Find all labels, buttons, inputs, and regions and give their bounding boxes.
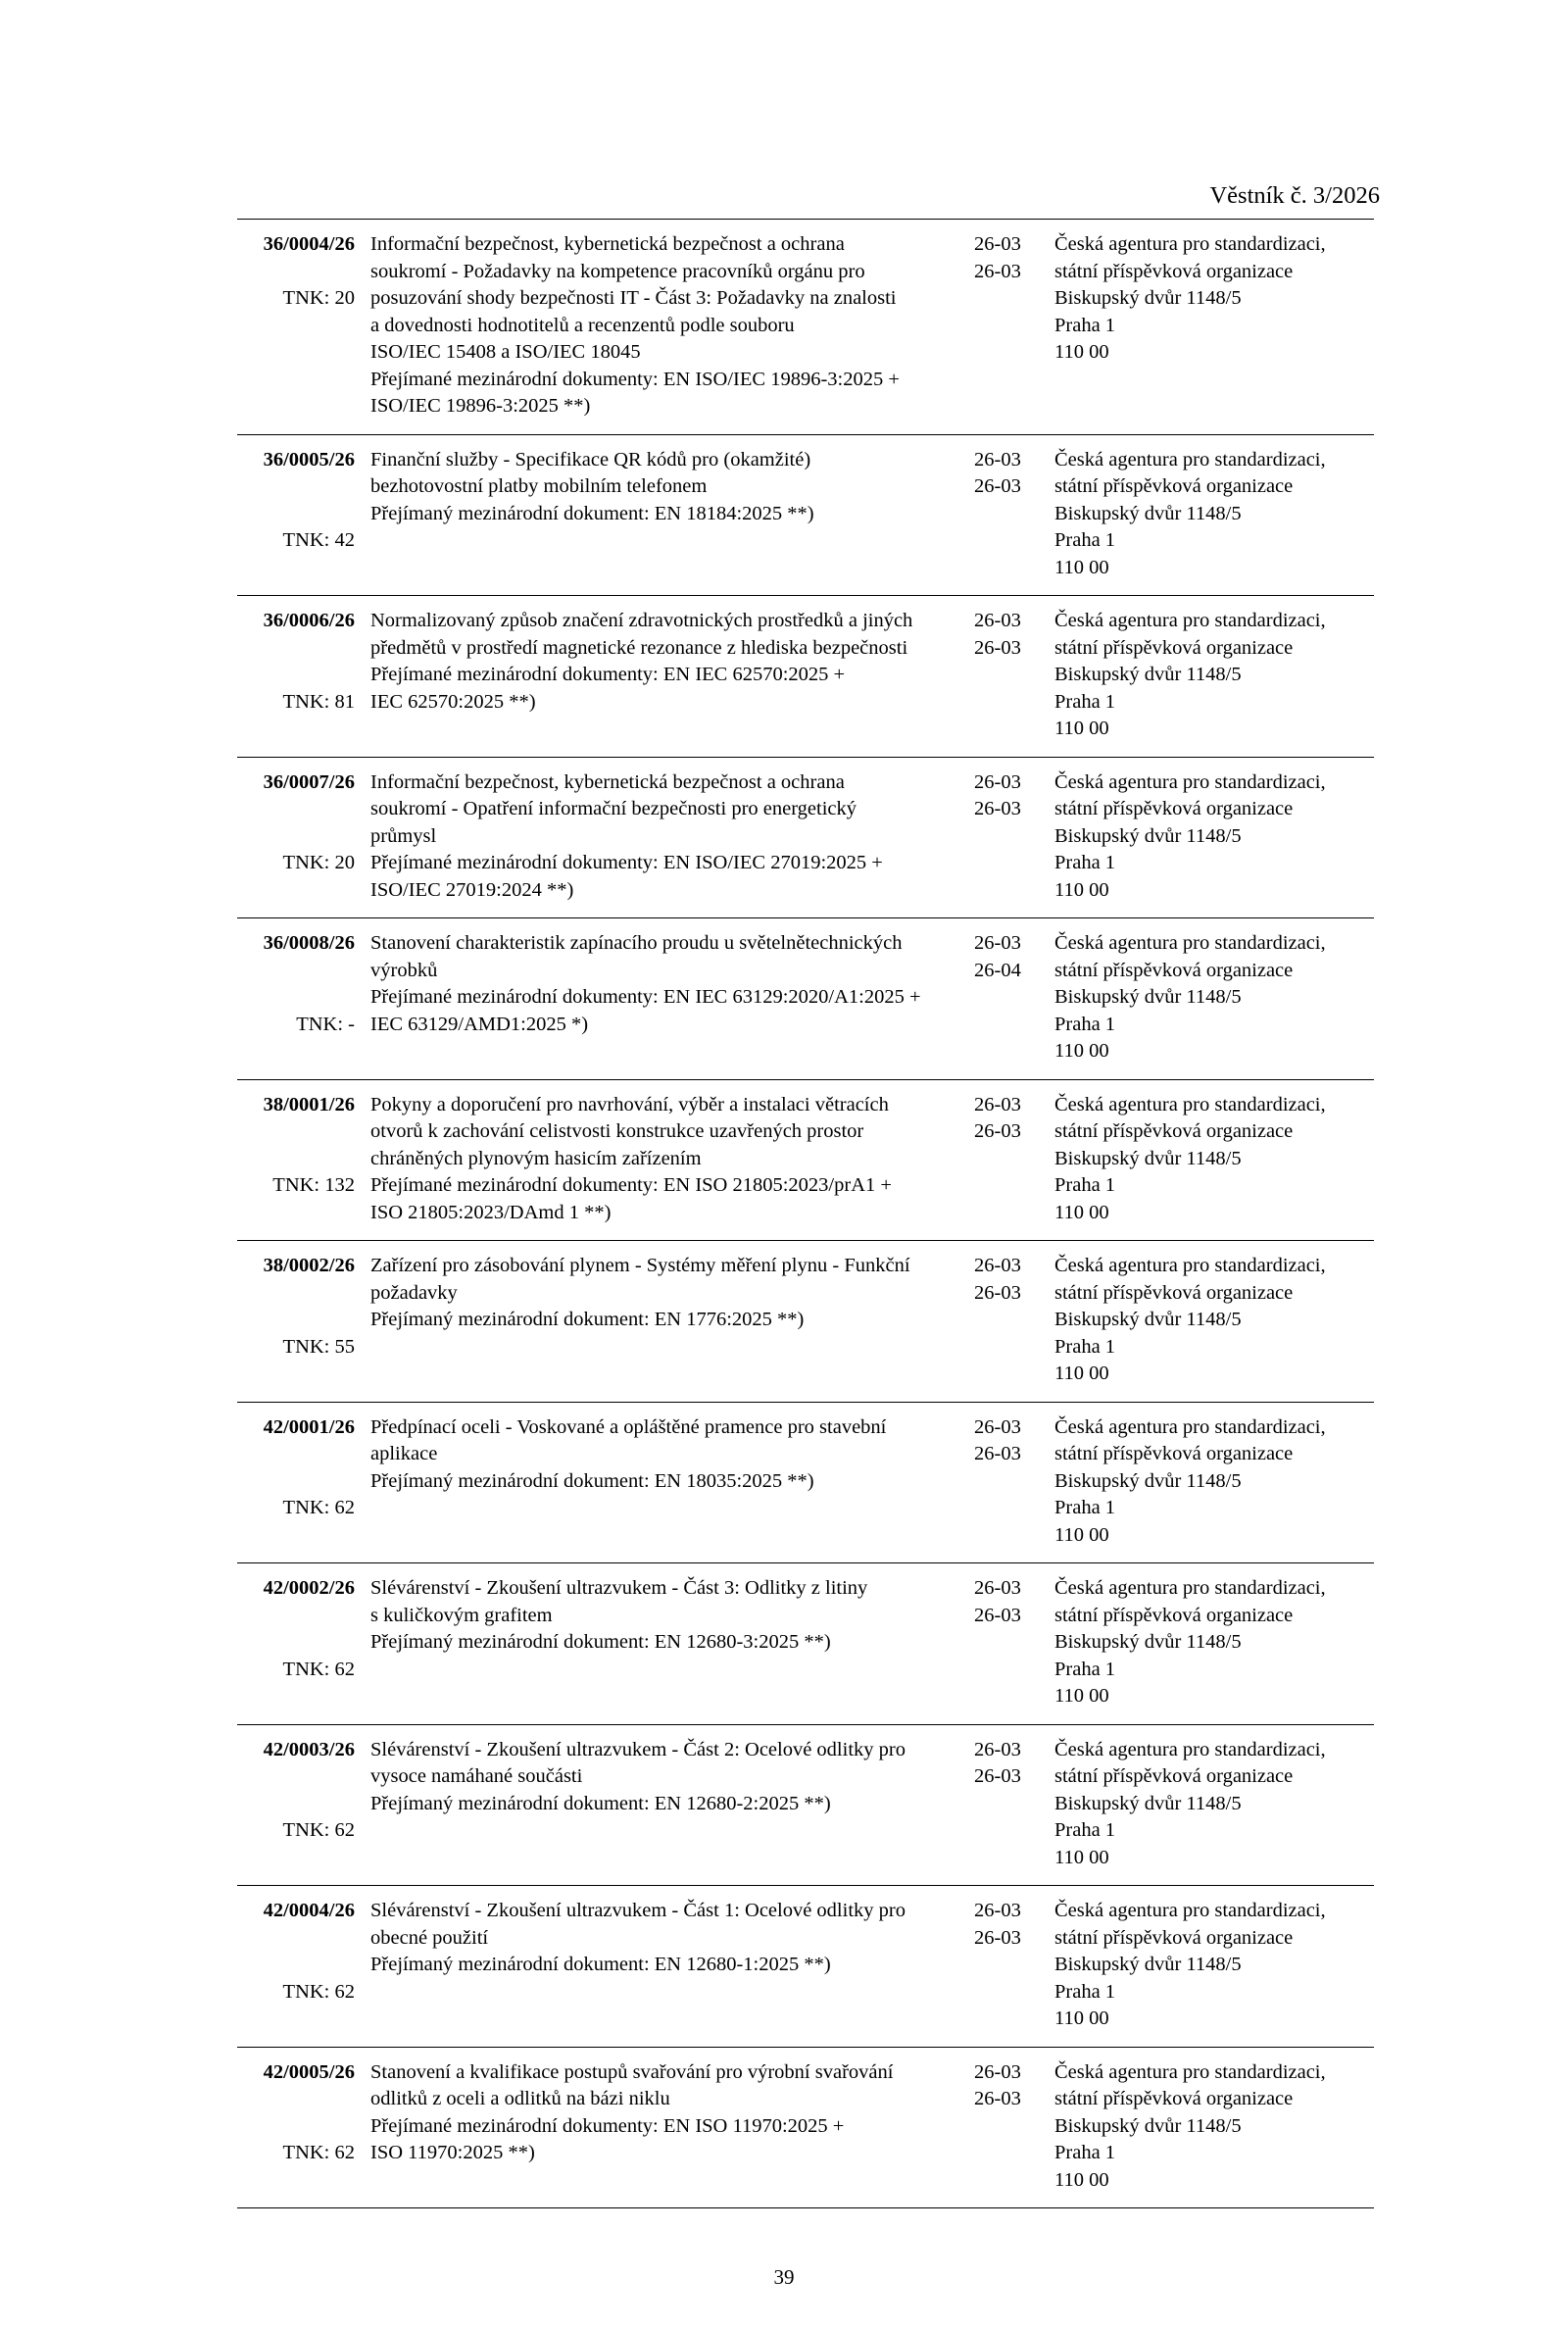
entry-description-line: soukromí - Opatření informační bezpečnosti pro energetický xyxy=(370,798,858,820)
entry-date: 26-03 xyxy=(974,2088,1021,2110)
entry-organization-line: 110 00 xyxy=(1054,1363,1109,1385)
entry-dates-cell xyxy=(974,434,1054,596)
entry-description-line: Přejímaný mezinárodní dokument: EN 18184:2025 **) xyxy=(370,502,814,524)
entry-date: 26-03 xyxy=(974,1926,1021,1949)
entry-code-cell xyxy=(237,220,370,434)
entry-code: 42/0003/26 xyxy=(263,1738,355,1760)
entry-organization-line: 110 00 xyxy=(1054,1201,1109,1223)
table-row xyxy=(237,2047,1374,2208)
spacer-line xyxy=(237,635,355,663)
entry-description-line: Stanovení charakteristik zapínacího proudu u světelnětechnických xyxy=(370,932,903,955)
entry-description-line: Slévárenství - Zkoušení ultrazvukem - Část 3: Odlitky z litiny xyxy=(370,1577,868,1600)
entry-organization-line: Praha 1 xyxy=(1054,1980,1116,2003)
entry-organization-line: 110 00 xyxy=(1054,878,1109,901)
entry-dates-cell xyxy=(974,1724,1054,1886)
entry-organization-cell xyxy=(1054,757,1374,918)
entry-description-cell xyxy=(370,2047,974,2208)
entry-code-cell xyxy=(237,2047,370,2208)
entry-organization-line: Česká agentura pro standardizaci, xyxy=(1054,2060,1326,2083)
table-row xyxy=(237,1724,1374,1886)
table-row xyxy=(237,596,1374,758)
entry-organization-line: Biskupský dvůr 1148/5 xyxy=(1054,2114,1242,2137)
entry-organization-line: Praha 1 xyxy=(1054,1497,1116,1519)
table-row xyxy=(237,1886,1374,2048)
entry-organization-line: státní příspěvková organizace xyxy=(1054,2088,1294,2110)
table-row xyxy=(237,220,1374,434)
divider-cell xyxy=(1054,2208,1374,2209)
entry-organization-line: 110 00 xyxy=(1054,2007,1109,2030)
entry-organization-cell xyxy=(1054,220,1374,434)
page-header xyxy=(176,181,1380,219)
entry-organization-cell xyxy=(1054,1079,1374,1241)
spacer-line xyxy=(237,2113,355,2141)
spacer-line xyxy=(237,1603,355,1630)
entry-date: 26-03 xyxy=(974,610,1021,632)
bulletin-title: Věstník č. 3/2026 xyxy=(1209,182,1380,209)
entry-date: 26-03 xyxy=(974,1443,1021,1465)
entry-organization-line: Praha 1 xyxy=(1054,1819,1116,1842)
entry-tnk: TNK: 62 xyxy=(282,1980,355,2003)
entry-tnk: TNK: 62 xyxy=(282,1658,355,1680)
divider-cell xyxy=(974,2208,1054,2209)
entry-description-line: Přejímaný mezinárodní dokument: EN 12680-3:2025 **) xyxy=(370,1631,831,1654)
entry-code-cell xyxy=(237,918,370,1080)
entry-description-line: aplikace xyxy=(370,1443,438,1465)
table-row xyxy=(237,1563,1374,1725)
spacer-line xyxy=(237,1146,355,1173)
table-row xyxy=(237,918,1374,1080)
spacer-line xyxy=(237,984,355,1012)
entry-description-line: a dovednosti hodnotitelů a recenzentů podle souboru xyxy=(370,314,795,336)
entry-description-line: ISO 11970:2025 **) xyxy=(370,2142,535,2164)
entry-organization-cell xyxy=(1054,918,1374,1080)
entry-description-line: ISO/IEC 19896-3:2025 **) xyxy=(370,395,591,418)
entry-organization-line: Biskupský dvůr 1148/5 xyxy=(1054,1792,1242,1814)
entry-date: 26-03 xyxy=(974,1120,1021,1143)
entry-description-line: chráněných plynovým hasicím zařízením xyxy=(370,1147,702,1169)
entry-tnk: TNK: 62 xyxy=(282,2142,355,2164)
entry-tnk: TNK: 42 xyxy=(282,529,355,552)
standards-table xyxy=(237,220,1374,2208)
entry-description-cell xyxy=(370,1402,974,1563)
entry-organization-line: státní příspěvková organizace xyxy=(1054,1765,1294,1788)
entry-dates-cell xyxy=(974,1402,1054,1563)
entry-description-line: s kuličkovým grafitem xyxy=(370,1604,553,1626)
entry-organization-line: Česká agentura pro standardizaci, xyxy=(1054,610,1326,632)
entry-organization-cell xyxy=(1054,434,1374,596)
entry-dates-cell xyxy=(974,2047,1054,2208)
entry-date: 26-03 xyxy=(974,1604,1021,1626)
entry-code-cell xyxy=(237,1724,370,1886)
entry-code: 42/0004/26 xyxy=(263,1900,355,1922)
entry-tnk: TNK: 20 xyxy=(282,852,355,874)
entry-description-line: Informační bezpečnost, kybernetická bezpečnost a ochrana xyxy=(370,233,845,256)
table-bottom-divider xyxy=(237,2208,1374,2209)
entry-description-line: Přejímaný mezinárodní dokument: EN 18035:2025 **) xyxy=(370,1469,814,1492)
entry-date: 26-03 xyxy=(974,1738,1021,1760)
entry-organization-line: Česká agentura pro standardizaci, xyxy=(1054,932,1326,955)
entry-tnk: TNK: 55 xyxy=(282,1335,355,1358)
entry-organization-cell xyxy=(1054,1886,1374,2048)
entry-code: 36/0007/26 xyxy=(263,770,355,793)
entry-code: 38/0001/26 xyxy=(263,1093,355,1115)
table-row xyxy=(237,1079,1374,1241)
entry-organization-line: státní příspěvková organizace xyxy=(1054,636,1294,659)
entry-organization-line: Biskupský dvůr 1148/5 xyxy=(1054,824,1242,847)
entry-date: 26-03 xyxy=(974,636,1021,659)
entry-organization-line: státní příspěvková organizace xyxy=(1054,1443,1294,1465)
entry-description-line: požadavky xyxy=(370,1281,458,1304)
entry-organization-line: Praha 1 xyxy=(1054,690,1116,713)
entry-organization-line: Biskupský dvůr 1148/5 xyxy=(1054,502,1242,524)
entry-organization-line: 110 00 xyxy=(1054,1846,1109,1868)
table-row xyxy=(237,1241,1374,1403)
entry-code-cell xyxy=(237,1886,370,2048)
entry-description-line: Přejímané mezinárodní dokumenty: EN IEC 63129:2020/A1:2025 + xyxy=(370,986,921,1009)
entry-organization-line: Česká agentura pro standardizaci, xyxy=(1054,1093,1326,1115)
entry-code-cell xyxy=(237,1402,370,1563)
divider-cell xyxy=(370,2208,974,2209)
entry-description-line: Stanovení a kvalifikace postupů svařování pro výrobní svařování xyxy=(370,2060,894,2083)
entry-organization-line: Biskupský dvůr 1148/5 xyxy=(1054,1954,1242,1976)
entry-organization-line: Praha 1 xyxy=(1054,1335,1116,1358)
entry-tnk: TNK: - xyxy=(296,1013,355,1035)
entry-organization-line: 110 00 xyxy=(1054,718,1109,740)
entry-description-line: posuzování shody bezpečnosti IT - Část 3: Požadavky na znalosti xyxy=(370,287,897,310)
entry-description-line: Finanční služby - Specifikace QR kódů pro (okamžité) xyxy=(370,448,811,471)
entry-date: 26-03 xyxy=(974,1577,1021,1600)
entry-dates-cell xyxy=(974,596,1054,758)
entry-organization-line: Česká agentura pro standardizaci, xyxy=(1054,1900,1326,1922)
entry-description-line: Přejímaný mezinárodní dokument: EN 12680-1:2025 **) xyxy=(370,1954,831,1976)
entry-organization-line: 110 00 xyxy=(1054,341,1109,364)
spacer-line xyxy=(237,1629,355,1657)
entry-date: 26-03 xyxy=(974,475,1021,498)
entry-organization-line: Praha 1 xyxy=(1054,314,1116,336)
entry-date: 26-03 xyxy=(974,1415,1021,1438)
entry-organization-line: Česká agentura pro standardizaci, xyxy=(1054,1577,1326,1600)
entry-description-cell xyxy=(370,918,974,1080)
entry-date: 26-03 xyxy=(974,1900,1021,1922)
entry-organization-cell xyxy=(1054,1724,1374,1886)
entry-description-line: Zařízení pro zásobování plynem - Systémy měření plynu - Funkční xyxy=(370,1255,910,1277)
entry-description-line: Informační bezpečnost, kybernetická bezpečnost a ochrana xyxy=(370,770,845,793)
entry-organization-cell xyxy=(1054,2047,1374,2208)
entry-organization-line: Biskupský dvůr 1148/5 xyxy=(1054,986,1242,1009)
entry-code: 38/0002/26 xyxy=(263,1255,355,1277)
entry-code: 42/0002/26 xyxy=(263,1577,355,1600)
entry-description-line: ISO/IEC 15408 a ISO/IEC 18045 xyxy=(370,341,641,364)
spacer-line xyxy=(237,2086,355,2113)
entry-description-cell xyxy=(370,220,974,434)
spacer-line xyxy=(237,1952,355,1979)
entry-description-line: Slévárenství - Zkoušení ultrazvukem - Část 2: Ocelové odlitky pro xyxy=(370,1738,906,1760)
entry-code-cell xyxy=(237,1241,370,1403)
spacer-line xyxy=(237,1468,355,1496)
entry-description-line: IEC 62570:2025 **) xyxy=(370,690,536,713)
entry-code: 36/0004/26 xyxy=(263,233,355,256)
entry-description-line: vysoce namáhané součásti xyxy=(370,1765,583,1788)
entry-tnk: TNK: 20 xyxy=(282,287,355,310)
entry-dates-cell xyxy=(974,1886,1054,2048)
entry-description-line: IEC 63129/AMD1:2025 *) xyxy=(370,1013,589,1035)
entry-organization-line: Praha 1 xyxy=(1054,2142,1116,2164)
page-footer xyxy=(176,2265,1392,2290)
entry-description-line: Přejímané mezinárodní dokumenty: EN ISO 11970:2025 + xyxy=(370,2114,845,2137)
table-row xyxy=(237,1402,1374,1563)
entry-organization-line: Biskupský dvůr 1148/5 xyxy=(1054,1309,1242,1331)
entry-organization-line: Česká agentura pro standardizaci, xyxy=(1054,1738,1326,1760)
entry-organization-line: Biskupský dvůr 1148/5 xyxy=(1054,287,1242,310)
entry-code: 42/0001/26 xyxy=(263,1415,355,1438)
entry-organization-cell xyxy=(1054,1402,1374,1563)
entry-code: 42/0005/26 xyxy=(263,2060,355,2083)
entry-tnk: TNK: 62 xyxy=(282,1497,355,1519)
entry-description-line: výrobků xyxy=(370,959,438,981)
entry-organization-line: státní příspěvková organizace xyxy=(1054,475,1294,498)
entry-date: 26-03 xyxy=(974,233,1021,256)
entry-organization-line: Biskupský dvůr 1148/5 xyxy=(1054,1469,1242,1492)
spacer-line xyxy=(237,1925,355,1953)
entry-organization-cell xyxy=(1054,1563,1374,1725)
entry-organization-line: 110 00 xyxy=(1054,1523,1109,1546)
entry-code-cell xyxy=(237,434,370,596)
spacer-line xyxy=(237,823,355,851)
entry-organization-line: Praha 1 xyxy=(1054,529,1116,552)
entry-tnk: TNK: 132 xyxy=(272,1174,355,1197)
entry-code-cell xyxy=(237,1563,370,1725)
entry-date: 26-03 xyxy=(974,1255,1021,1277)
entry-tnk: TNK: 62 xyxy=(282,1819,355,1842)
entry-dates-cell xyxy=(974,1241,1054,1403)
spacer-line xyxy=(237,1307,355,1334)
spacer-line xyxy=(237,1791,355,1818)
entry-description-cell xyxy=(370,1079,974,1241)
spacer-line xyxy=(237,259,355,286)
entry-organization-cell xyxy=(1054,596,1374,758)
entry-date: 26-03 xyxy=(974,798,1021,820)
entry-date: 26-03 xyxy=(974,1093,1021,1115)
entry-organization-line: státní příspěvková organizace xyxy=(1054,959,1294,981)
spacer-line xyxy=(237,1763,355,1791)
entry-dates-cell xyxy=(974,757,1054,918)
entry-description-cell xyxy=(370,1886,974,2048)
entry-organization-line: 110 00 xyxy=(1054,2168,1109,2191)
entry-code-cell xyxy=(237,1079,370,1241)
entry-organization-line: státní příspěvková organizace xyxy=(1054,1604,1294,1626)
entry-organization-line: státní příspěvková organizace xyxy=(1054,260,1294,282)
entry-date: 26-04 xyxy=(974,959,1021,981)
entry-description-cell xyxy=(370,1563,974,1725)
spacer-line xyxy=(237,958,355,985)
entry-description-line: Přejímané mezinárodní dokumenty: EN ISO/IEC 27019:2025 + xyxy=(370,852,883,874)
entry-description-line: Pokyny a doporučení pro navrhování, výběr a instalaci větracích xyxy=(370,1093,889,1115)
entry-description-line: Přejímané mezinárodní dokumenty: EN IEC 62570:2025 + xyxy=(370,664,846,686)
entry-date: 26-03 xyxy=(974,2060,1021,2083)
entry-organization-line: Biskupský dvůr 1148/5 xyxy=(1054,1631,1242,1654)
entry-organization-line: státní příspěvková organizace xyxy=(1054,798,1294,820)
entry-description-line: obecné použití xyxy=(370,1926,489,1949)
entry-organization-line: Česká agentura pro standardizaci, xyxy=(1054,233,1326,256)
entry-description-line: Přejímané mezinárodní dokumenty: EN ISO 21805:2023/prA1 + xyxy=(370,1174,892,1197)
entry-date: 26-03 xyxy=(974,1765,1021,1788)
entry-description-line: Přejímaný mezinárodní dokument: EN 12680-2:2025 **) xyxy=(370,1792,831,1814)
entry-code-cell xyxy=(237,757,370,918)
entry-organization-line: Biskupský dvůr 1148/5 xyxy=(1054,664,1242,686)
entry-organization-line: Česká agentura pro standardizaci, xyxy=(1054,770,1326,793)
entry-dates-cell xyxy=(974,220,1054,434)
entry-description-line: předmětů v prostředí magnetické rezonance z hlediska bezpečnosti xyxy=(370,636,908,659)
entry-description-cell xyxy=(370,434,974,596)
entry-organization-line: Praha 1 xyxy=(1054,1174,1116,1197)
entry-organization-cell xyxy=(1054,1241,1374,1403)
entry-description-line: Přejímané mezinárodní dokumenty: EN ISO/IEC 19896-3:2025 + xyxy=(370,368,900,390)
entry-description-line: soukromí - Požadavky na kompetence pracovníků orgánu pro xyxy=(370,260,865,282)
page-number: 39 xyxy=(773,2265,795,2290)
entry-description-line: bezhotovostní platby mobilním telefonem xyxy=(370,475,708,498)
table-row xyxy=(237,757,1374,918)
entry-description-line: Slévárenství - Zkoušení ultrazvukem - Část 1: Ocelové odlitky pro xyxy=(370,1900,906,1922)
entry-organization-line: 110 00 xyxy=(1054,556,1109,578)
entry-description-line: Předpínací oceli - Voskované a opláštěné pramence pro stavební xyxy=(370,1415,887,1438)
entry-organization-line: 110 00 xyxy=(1054,1685,1109,1708)
entry-organization-line: 110 00 xyxy=(1054,1040,1109,1063)
entry-organization-line: státní příspěvková organizace xyxy=(1054,1926,1294,1949)
table-row xyxy=(237,434,1374,596)
entry-description-cell xyxy=(370,1241,974,1403)
entry-organization-line: Praha 1 xyxy=(1054,852,1116,874)
entry-organization-line: Česká agentura pro standardizaci, xyxy=(1054,448,1326,471)
entry-organization-line: Praha 1 xyxy=(1054,1013,1116,1035)
spacer-line xyxy=(237,473,355,501)
entry-organization-line: Česká agentura pro standardizaci, xyxy=(1054,1255,1326,1277)
entry-date: 26-03 xyxy=(974,1281,1021,1304)
divider-cell xyxy=(237,2208,370,2209)
entry-description-cell xyxy=(370,757,974,918)
entry-code: 36/0006/26 xyxy=(263,610,355,632)
entry-organization-line: státní příspěvková organizace xyxy=(1054,1120,1294,1143)
entry-date: 26-03 xyxy=(974,932,1021,955)
entry-organization-line: Česká agentura pro standardizaci, xyxy=(1054,1415,1326,1438)
spacer-line xyxy=(237,1280,355,1308)
spacer-line xyxy=(237,1441,355,1468)
entry-code: 36/0005/26 xyxy=(263,448,355,471)
entry-tnk: TNK: 81 xyxy=(282,690,355,713)
entry-description-line: průmysl xyxy=(370,824,437,847)
entry-code: 36/0008/26 xyxy=(263,932,355,955)
entry-description-cell xyxy=(370,1724,974,1886)
entry-date: 26-03 xyxy=(974,448,1021,471)
spacer-line xyxy=(237,1118,355,1146)
entry-dates-cell xyxy=(974,1563,1054,1725)
entry-dates-cell xyxy=(974,918,1054,1080)
entry-description-line: ISO/IEC 27019:2024 **) xyxy=(370,878,574,901)
entry-description-cell xyxy=(370,596,974,758)
entry-organization-line: Biskupský dvůr 1148/5 xyxy=(1054,1147,1242,1169)
entry-code-cell xyxy=(237,596,370,758)
entry-description-line: otvorů k zachování celistvosti konstrukce uzavřených prostor xyxy=(370,1120,864,1143)
entry-description-line: Přejímaný mezinárodní dokument: EN 1776:2025 **) xyxy=(370,1309,805,1331)
spacer-line xyxy=(237,662,355,689)
entry-date: 26-03 xyxy=(974,770,1021,793)
entry-organization-line: Praha 1 xyxy=(1054,1658,1116,1680)
entry-organization-line: státní příspěvková organizace xyxy=(1054,1281,1294,1304)
entry-description-line: ISO 21805:2023/DAmd 1 **) xyxy=(370,1201,612,1223)
entry-description-line: Normalizovaný způsob značení zdravotnických prostředků a jiných xyxy=(370,610,913,632)
entry-dates-cell xyxy=(974,1079,1054,1241)
spacer-line xyxy=(237,501,355,528)
entry-date: 26-03 xyxy=(974,260,1021,282)
spacer-line xyxy=(237,796,355,823)
entry-description-line: odlitků z oceli a odlitků na bázi niklu xyxy=(370,2088,670,2110)
